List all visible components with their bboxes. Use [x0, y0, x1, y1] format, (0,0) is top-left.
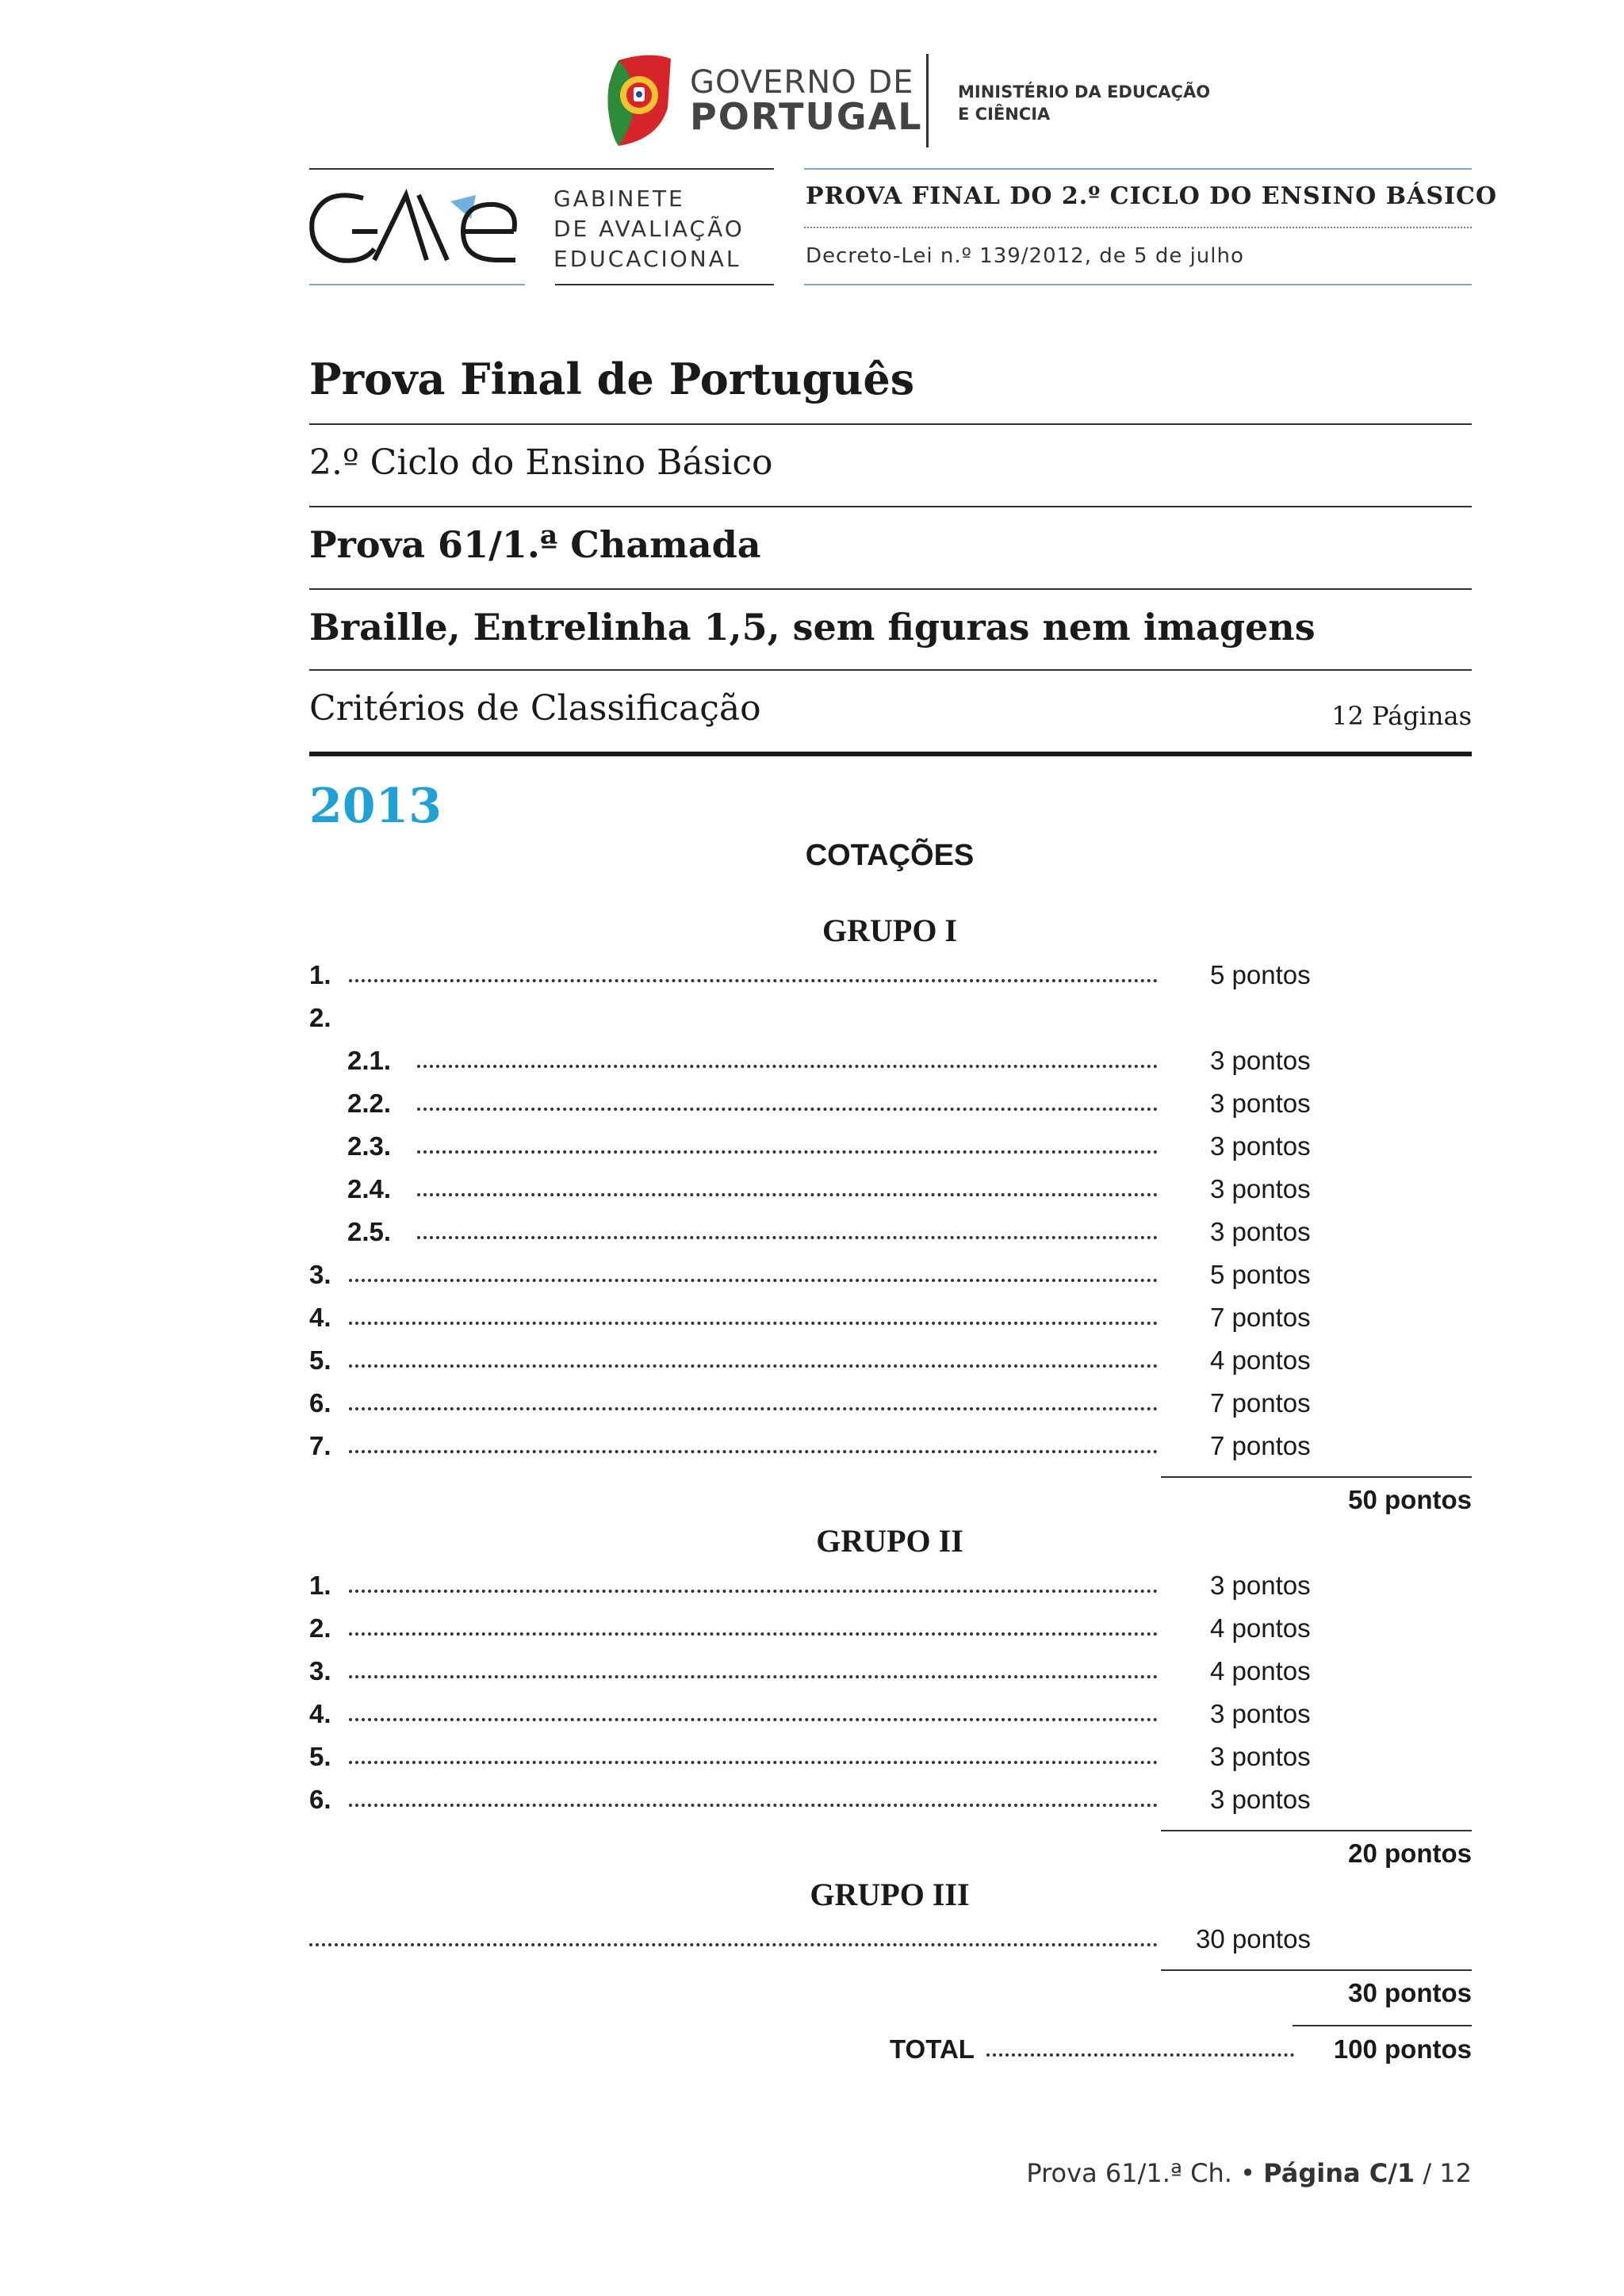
grupo2-subtotal-rule — [1161, 1830, 1472, 1831]
cotacoes-heading: COTAÇÕES — [805, 839, 975, 872]
gave-logo-icon — [308, 187, 530, 266]
grupo1-item-points: 4 pontos — [1210, 1345, 1311, 1375]
total-points: 100 pontos — [1333, 2034, 1472, 2064]
gave-line3: EDUCACIONAL — [553, 246, 741, 272]
leader-dots — [349, 1804, 1158, 1807]
grupo2-item-points: 4 pontos — [1210, 1613, 1311, 1643]
grupo1-item-label: 3. — [309, 1260, 331, 1289]
grupo2-item-label: 1. — [309, 1571, 331, 1600]
ministry-line1: MINISTÉRIO DA EDUCAÇÃO — [958, 82, 1211, 101]
leader-dots — [349, 1590, 1158, 1593]
grupo1-item-points: 5 pontos — [1210, 960, 1311, 989]
criteria-label: Critérios de Classificação — [309, 688, 761, 729]
grupo1-title: GRUPO I — [822, 913, 957, 948]
footer-page: Página C/1 — [1263, 2158, 1415, 2188]
exam-format: Braille, Entrelinha 1,5, sem figuras nem imagens — [309, 606, 1316, 649]
grupo1-subtotal-rule — [1161, 1476, 1472, 1478]
leader-dots — [417, 1193, 1158, 1196]
leader-dots — [349, 1322, 1158, 1325]
grupo1-item-points: 3 pontos — [1210, 1046, 1311, 1075]
grupo1-item-points: 3 pontos — [1210, 1217, 1311, 1246]
gov-line2: PORTUGAL — [690, 95, 923, 138]
leader-dots — [349, 1718, 1158, 1721]
grupo3-title: GRUPO III — [810, 1877, 970, 1912]
ministry-line2: E CIÊNCIA — [958, 105, 1051, 124]
government-logo — [603, 52, 1475, 155]
grupo1-subitem-label: 2.2. — [347, 1089, 392, 1118]
grupo1-item-label: 4. — [309, 1303, 331, 1332]
gave-line1: GABINETE — [553, 186, 685, 212]
total-rule — [1293, 2025, 1472, 2026]
grupo1-subitem-label: 2.5. — [347, 1217, 392, 1246]
grupo3-subtotal: 30 pontos — [1348, 1978, 1472, 2007]
decree: Decreto-Lei n.º 139/2012, de 5 de julho — [806, 244, 1244, 268]
gov-line1: GOVERNO DE — [690, 64, 914, 101]
logo-divider — [926, 54, 929, 147]
leader-dots — [349, 1364, 1158, 1368]
leader-dots — [349, 979, 1158, 982]
leader-dots — [349, 1450, 1158, 1453]
leader-dots — [417, 1108, 1158, 1111]
grupo1-item-points: 7 pontos — [1210, 1388, 1311, 1418]
title-thick-rule — [309, 752, 1472, 756]
grupo1-item-label: 7. — [309, 1431, 331, 1460]
exam-header-dotted-rule — [804, 227, 1472, 228]
grupo2-item-label: 6. — [309, 1785, 331, 1814]
title-rule-4 — [309, 669, 1472, 671]
gave-line2: DE AVALIAÇÃO — [553, 216, 745, 242]
grupo2-title: GRUPO II — [816, 1523, 963, 1559]
cycle-subtitle: 2.º Ciclo do Ensino Básico — [309, 442, 773, 483]
gave-bottom-rule-left — [309, 284, 525, 285]
grupo1-subtotal: 50 pontos — [1348, 1485, 1472, 1514]
exam-header-bottom-rule — [804, 284, 1472, 285]
grupo3-subtotal-rule — [1161, 1969, 1472, 1971]
leader-dots — [417, 1236, 1158, 1239]
grupo2-item-points: 3 pontos — [1210, 1742, 1311, 1771]
page-footer — [975, 2158, 1472, 2188]
title-rule-3 — [309, 588, 1472, 590]
grupo1-item-label: 2. — [309, 1003, 331, 1032]
grupo2-item-label: 4. — [309, 1699, 331, 1728]
leader-dots — [349, 1407, 1158, 1410]
leader-dots — [417, 1150, 1158, 1154]
leader-dots — [309, 1943, 1158, 1946]
grupo2-item-points: 3 pontos — [1210, 1785, 1311, 1814]
exam-year: 2013 — [309, 779, 442, 834]
grupo1-subitem-label: 2.1. — [347, 1046, 392, 1075]
grupo2-item-points: 3 pontos — [1210, 1571, 1311, 1600]
page-title: Prova Final de Português — [309, 354, 915, 404]
footer-total-pages: / 12 — [1423, 2158, 1472, 2188]
grupo1-subitem-label: 2.3. — [347, 1131, 392, 1161]
exam-header: PROVA FINAL DO 2.º CICLO DO ENSINO BÁSICO — [806, 182, 1498, 210]
leader-dots — [349, 1632, 1158, 1636]
grupo2-item-points: 3 pontos — [1210, 1699, 1311, 1728]
grupo3-points: 30 pontos — [1196, 1924, 1311, 1954]
leader-dots — [349, 1279, 1158, 1282]
grupo1-item-label: 6. — [309, 1388, 331, 1418]
page-count: 12 Páginas — [1331, 701, 1472, 731]
leader-dots — [349, 1675, 1158, 1678]
leader-dots — [349, 1761, 1158, 1764]
grupo2-item-label: 5. — [309, 1742, 331, 1771]
exam-header-top-rule — [804, 168, 1472, 170]
grupo1-item-points: 3 pontos — [1210, 1089, 1311, 1118]
grupo2-item-label: 3. — [309, 1656, 331, 1686]
gave-top-rule — [309, 168, 774, 170]
total-label: TOTAL — [890, 2034, 975, 2064]
grupo1-item-points: 3 pontos — [1210, 1131, 1311, 1161]
grupo2-item-points: 4 pontos — [1210, 1656, 1311, 1686]
grupo2-subtotal: 20 pontos — [1348, 1839, 1472, 1868]
portugal-emblem-icon — [603, 52, 676, 151]
grupo1-item-points: 3 pontos — [1210, 1174, 1311, 1203]
grupo1-item-label: 1. — [309, 960, 331, 989]
grupo2-item-label: 2. — [309, 1613, 331, 1643]
title-rule-1 — [309, 423, 1472, 425]
grupo1-item-points: 7 pontos — [1210, 1303, 1311, 1332]
grupo1-subitem-label: 2.4. — [347, 1174, 392, 1203]
grupo1-item-label: 5. — [309, 1345, 331, 1375]
grupo1-item-points: 7 pontos — [1210, 1431, 1311, 1460]
leader-dots — [417, 1065, 1158, 1068]
grupo1-item-points: 5 pontos — [1210, 1260, 1311, 1289]
footer-exam-ref: Prova 61/1.ª Ch. • — [1026, 2158, 1255, 2188]
exam-number: Prova 61/1.ª Chamada — [309, 523, 761, 566]
title-rule-2 — [309, 506, 1472, 507]
gave-bottom-rule-right — [555, 284, 774, 285]
